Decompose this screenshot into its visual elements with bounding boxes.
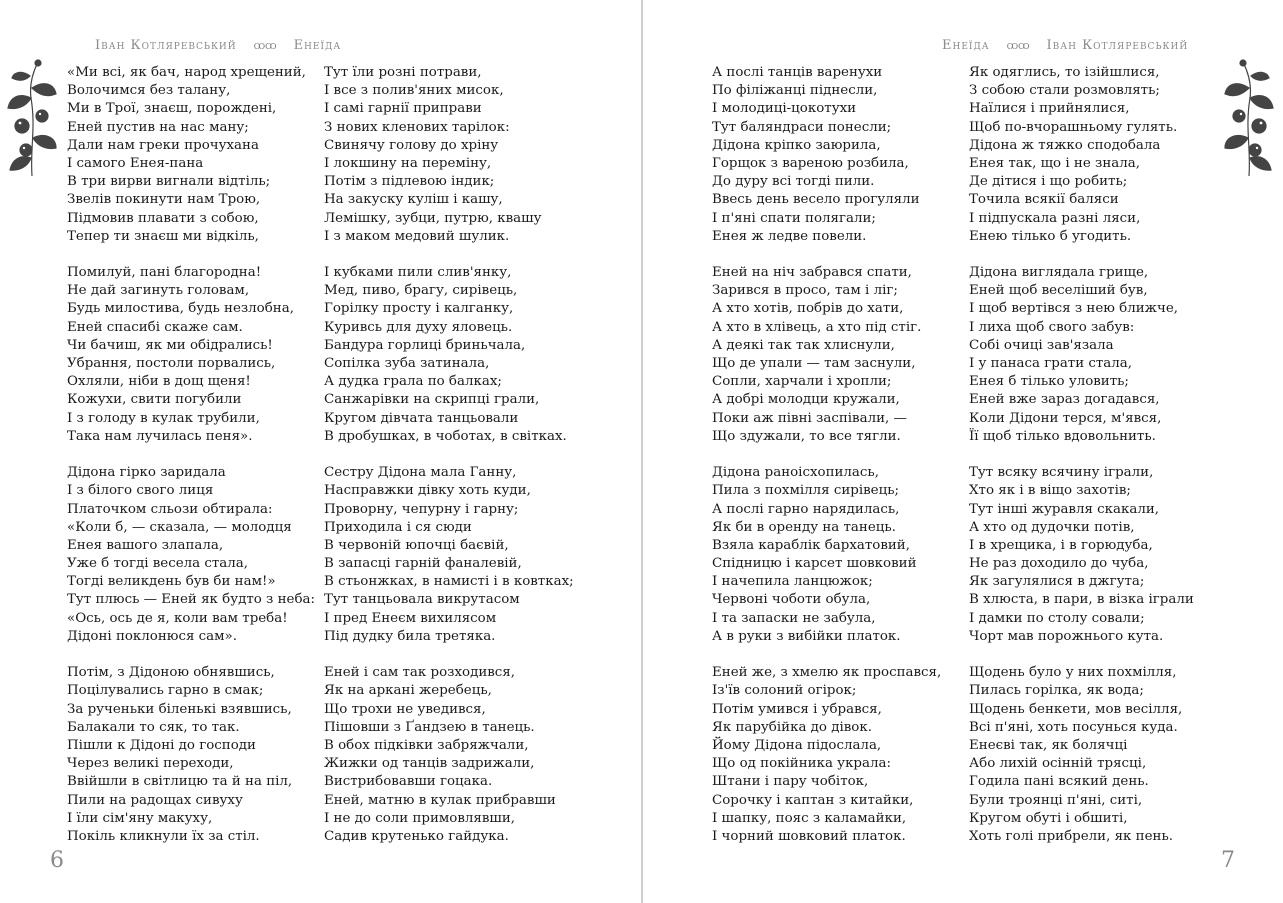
verse-line: Зарився в просо, там і ліг; (712, 283, 898, 299)
verse-line: А в руки з вибійки платок. (712, 628, 901, 644)
verse-line: І самого Енея-пана (67, 155, 204, 171)
verse-line: Сестру Дідона мала Ганну, (324, 465, 517, 481)
verse-line: Поцілувались гарно в смак; (67, 683, 264, 699)
stanza (67, 664, 315, 846)
verse-line: А хто хотів, побрів до хати, (712, 301, 904, 317)
header-title: Енеїда (293, 38, 342, 53)
verse-line: Не дай загинуть головам, (67, 283, 250, 299)
verse-column-2 (324, 64, 574, 864)
verse-line: Енея вашого злапала, (67, 537, 224, 553)
verse-line: Еней щоб веселіший був, (969, 283, 1148, 299)
verse-line: Потім, з Дідоною обнявшись, (67, 665, 275, 681)
verse-line: Така нам лучилась пеня». (67, 428, 253, 444)
verse-line: Коли Дідони терся, м'явся, (969, 410, 1162, 426)
verse-line: Енеєві так, як болячці (969, 737, 1128, 753)
verse-line: І в хрещика, і в горюдуба, (969, 537, 1153, 553)
verse-line: Що од покійника украла: (712, 756, 891, 772)
verse-line: Або лихій осінній трясці, (969, 756, 1147, 772)
verse-line: І з білого свого лиця (67, 483, 214, 499)
verse-line: Штани і пару чобіток, (712, 774, 869, 790)
verse-line: Волочимся без талану, (67, 83, 231, 99)
verse-line: Еней, матню в кулак прибравши (324, 792, 556, 808)
verse-line: І з маком медовий шулик. (324, 228, 510, 244)
verse-line: І не до соли примовлявши, (324, 810, 516, 826)
verse-line: І молодиці-цокотухи (712, 101, 857, 117)
verse-line: Еней спасибі скаже сам. (67, 319, 243, 335)
verse-line: Тут танцьовала викрутасом (324, 592, 520, 608)
verse-column-2 (969, 64, 1194, 864)
verse-line: Тогді великдень був би нам!» (67, 574, 276, 590)
verse-line: Еней пустив на нас ману; (67, 119, 249, 135)
verse-line: Точила всякії баляси (969, 192, 1119, 208)
verse-line: І підпускала разні ляси, (969, 210, 1141, 226)
verse-line: На закуску куліш і кашу, (324, 192, 503, 208)
verse-line: Кругом дівчата танцьовали (324, 410, 519, 426)
verse-line: Проворну, чепурну і гарну; (324, 501, 519, 517)
verse-line: Еней же, з хмелю як проспався, (712, 665, 942, 681)
verse-line: І лиха щоб свого забув: (969, 319, 1135, 335)
verse-line: Не раз доходило до чуба, (969, 556, 1149, 572)
verse-line: А хто в хлівець, а хто під стіг. (712, 319, 922, 335)
running-header (942, 38, 1188, 53)
verse-line: Ввійшли в світлицю та й на піл, (67, 774, 293, 790)
verse-line: Садив крутенько гайдука. (324, 828, 509, 844)
verse-line: Горілку просту і калганку, (324, 301, 514, 317)
stanza (969, 664, 1194, 846)
verse-line: І з голоду в кулак трубили, (67, 410, 260, 426)
verse-line: І п'яні спати полягали; (712, 210, 876, 226)
verse-line: Дідона гірко заридала (67, 465, 226, 481)
header-ornament: ꝏꝏ (1006, 38, 1030, 52)
verse-line: Годила пані всякий день. (969, 774, 1149, 790)
verse-line: Взяла караблік бархатовий, (712, 537, 910, 553)
verse-line: Еней на ніч забрався спати, (712, 265, 912, 281)
verse-line: Платочком сльози обтирала: (67, 501, 273, 517)
stanza (969, 264, 1194, 446)
verse-line: Дідона кріпко заюрила, (712, 137, 881, 153)
stanza (67, 64, 315, 246)
floral-ornament-icon (4, 58, 60, 178)
verse-line: За рученьки біленькі взявшись, (67, 701, 292, 717)
verse-line: Вистрибовавши гоцака. (324, 774, 493, 790)
verse-line: В дробушках, в чоботах, в світках. (324, 428, 567, 444)
verse-line: Енея б тілько уловить; (969, 374, 1129, 390)
verse-line: Чорт мав порожнього кута. (969, 628, 1164, 644)
verse-line: Мед, пиво, брагу, сирівець, (324, 283, 518, 299)
verse-line: Дідона ж тяжко сподобала (969, 137, 1161, 153)
stanza (712, 664, 941, 846)
verse-line: Через великі переходи, (67, 756, 234, 772)
verse-line: Енею тілько б угодить. (969, 228, 1132, 244)
verse-line: Ввесь день весело прогуляли (712, 192, 920, 208)
header-author: Іван Котляревський (1046, 38, 1189, 53)
verse-line: «Коли б, — сказала, — молодця (67, 519, 292, 535)
verse-line: Сопли, харчали і хропли; (712, 374, 892, 390)
verse-line: Йому Дідона підослала, (712, 737, 882, 753)
verse-line: Пилась горілка, як вода; (969, 683, 1144, 699)
verse-line: Лемішку, зубци, путрю, квашу (324, 210, 542, 226)
verse-line: Були троянці п'яні, ситі, (969, 792, 1143, 808)
verse-line: Пила з похмілля сирівець; (712, 483, 900, 499)
verse-line: Насправжки дівку хоть куди, (324, 483, 531, 499)
verse-line: Щодень бенкети, мов весілля, (969, 701, 1183, 717)
stanza (969, 64, 1194, 246)
verse-line: Червоні чоботи обула, (712, 592, 871, 608)
verse-line: І начепила ланцюжок; (712, 574, 873, 590)
verse-line: А послі танців варенухи (712, 65, 883, 80)
verse-line: Приходила і ся сюди (324, 519, 472, 535)
verse-line: І все з полив'яних мисок, (324, 83, 504, 99)
verse-line: Її щоб тілько вдовольнить. (969, 428, 1156, 444)
verse-line: Із'їв солоний огірок; (712, 683, 857, 699)
verse-line: Еней і сам так розходився, (324, 665, 515, 681)
verse-line: Сорочку і каптан з китайки, (712, 792, 914, 808)
verse-line: Санжарівки на скрипці грали, (324, 392, 540, 408)
verse-line: В запаcці гарній фаналевій, (324, 556, 522, 572)
verse-line: До дуру всі тогді пили. (712, 174, 875, 190)
verse-line: Де дітися і що робить; (969, 174, 1128, 190)
verse-line: Як парубійка до дівок. (712, 719, 872, 735)
page-number: 7 (1221, 848, 1235, 873)
verse-line: Що де упали — там заснули, (712, 356, 916, 371)
header-ornament: ꝏꝏ (253, 38, 277, 52)
verse-line: Покіль кликнули їх за стіл. (67, 828, 260, 844)
verse-column-1 (67, 64, 315, 864)
verse-line: Всі п'яні, хоть посунься куда. (969, 719, 1178, 735)
verse-line: В стьонжках, в намисті і в ковтках; (324, 574, 574, 590)
verse-line: І пред Енеєм вихилясом (324, 610, 497, 626)
verse-line: Тут інші журавля скакали, (969, 501, 1160, 517)
stanza (712, 264, 941, 446)
verse-line: Хто як і в віщо захотів; (969, 483, 1131, 499)
verse-line: Куривсь для духу яловець. (324, 319, 513, 335)
verse-line: Як одяглись, то ізійшлися, (969, 65, 1160, 80)
verse-line: Щоб по-вчорашньому гулять. (969, 119, 1178, 135)
left-page (0, 0, 641, 903)
verse-line: Що трохи не уведився, (324, 701, 486, 717)
verse-line: Тут плюсь — Еней як будто з неба: (67, 592, 316, 608)
verse-line: І у панаса грати стала, (969, 356, 1133, 371)
verse-line: Пішовши з Ґандзею в танець. (324, 719, 535, 735)
verse-column-1 (712, 64, 941, 864)
verse-line: Дідоні поклонюся сам». (67, 628, 237, 644)
stanza (712, 64, 941, 246)
verse-line: А деякі так так хлиснули, (712, 337, 895, 353)
verse-line: Бандура горлиці бриньчала, (324, 337, 526, 353)
verse-line: І щоб вертівся з нею ближче, (969, 301, 1179, 317)
verse-line: Звелів покинути нам Трою, (67, 192, 261, 208)
verse-line: Тепер ти знаєш ми відкіль, (67, 228, 259, 244)
verse-line: І дамки по столу совали; (969, 610, 1145, 626)
stanza (969, 464, 1194, 646)
verse-line: Поки аж півні заспівали, — (712, 410, 907, 426)
verse-line: В хлюста, в пари, в візка іграли (969, 592, 1194, 608)
verse-line: А добрі молодци кружали, (712, 392, 900, 408)
verse-line: Як загулялися в джгута; (969, 574, 1145, 590)
verse-line: Щодень було у них похмілля, (969, 665, 1177, 681)
stanza (67, 464, 315, 646)
verse-line: Як на аркані жеребець, (324, 683, 492, 699)
stanza (324, 64, 574, 246)
stanza (67, 264, 315, 446)
verse-line: З нових кленових тарілок: (324, 119, 510, 135)
verse-line: Жижки од танців задрижали, (324, 756, 535, 772)
verse-line: Тут всяку всячину іграли, (969, 465, 1154, 481)
verse-line: В червоній юпочці баєвій, (324, 537, 509, 553)
verse-line: Наїлися і прийнялися, (969, 101, 1130, 117)
stanza (324, 264, 574, 446)
verse-line: Горщок з вареною розбила, (712, 155, 909, 171)
verse-line: Що здужали, то все тягли. (712, 428, 901, 444)
verse-line: І їли сім'яну макуху, (67, 810, 213, 826)
verse-line: Уже б тогді весела стала, (67, 556, 249, 572)
page-number: 6 (50, 848, 64, 873)
running-header (95, 38, 341, 53)
verse-line: І самі гарнії приправи (324, 101, 482, 117)
verse-line: Свинячу голову до хріну (324, 137, 499, 153)
verse-line: Убрання, постоли порвались, (67, 356, 276, 371)
verse-line: А дудка грала по балках; (324, 374, 502, 390)
stanza (712, 464, 941, 646)
verse-line: Пішли к Дідоні до господи (67, 737, 256, 753)
verse-line: Потім умився і убрався, (712, 701, 882, 717)
verse-line: Тут баляндраси понесли; (712, 119, 892, 135)
verse-line: Енея так, що і не знала, (969, 155, 1140, 171)
verse-line: Еней вже зараз догадався, (969, 392, 1160, 408)
verse-line: Спідницю і карсет шовковий (712, 556, 917, 572)
verse-line: Чи бачиш, як ми обідрались! (67, 337, 273, 353)
verse-line: І чорний шовковий платок. (712, 828, 906, 844)
verse-line: Дали нам греки прочухана (67, 137, 259, 153)
verse-line: І шапку, пояс з каламайки, (712, 810, 907, 826)
verse-line: Балакали то сяк, то так. (67, 719, 240, 735)
verse-line: Під дудку била третяка. (324, 628, 496, 644)
verse-line: Енея ж ледве повели. (712, 228, 867, 244)
stanza (324, 664, 574, 846)
verse-line: Будь милостива, будь незлобна, (67, 301, 294, 317)
right-page (643, 0, 1283, 903)
verse-line: А хто од дудочки потів, (969, 519, 1135, 535)
verse-line: З собою стали розмовлять; (969, 83, 1160, 99)
verse-line: Як би в оренду на танець. (712, 519, 896, 535)
verse-line: Тут їли розні потрави, (324, 65, 482, 80)
verse-line: По філіжанці піднесли, (712, 83, 878, 99)
verse-line: Помилуй, пані благородна! (67, 265, 262, 281)
verse-line: В обох підківки забряжчали, (324, 737, 529, 753)
verse-line: Хоть голі прибрели, як пень. (969, 828, 1173, 844)
verse-line: Собі очиці зав'язала (969, 337, 1114, 353)
verse-line: Ми в Трої, знаєш, порождені, (67, 101, 277, 117)
verse-line: Дідона раноісхопилась, (712, 465, 879, 481)
verse-line: Сопілка зуба затинала, (324, 356, 490, 371)
header-title: Енеїда (942, 38, 990, 53)
stanza (324, 464, 574, 646)
verse-line: Кожухи, свити погубили (67, 392, 242, 408)
verse-line: Пили на радощах сивуху (67, 792, 243, 808)
header-author: Іван Котляревський (95, 38, 237, 53)
verse-line: Кругом обуті і обшиті, (969, 810, 1128, 826)
verse-line: Охляли, ніби в дощ щеня! (67, 374, 251, 390)
verse-line: А послі гарно нарядилась, (712, 501, 900, 517)
verse-line: Підмовив плавати з собою, (67, 210, 259, 226)
verse-line: «Ми всі, як бач, народ хрещений, (67, 65, 306, 80)
verse-line: Потім з підлевою індик; (324, 174, 495, 190)
verse-line: І кубками пили слив'янку, (324, 265, 512, 281)
verse-line: І та запаски не забула, (712, 610, 876, 626)
verse-line: Дідона виглядала грище, (969, 265, 1149, 281)
floral-ornament-icon (1221, 58, 1277, 178)
verse-line: І локшину на переміну, (324, 155, 492, 171)
verse-line: В три вирви вигнали відтіль; (67, 174, 271, 190)
verse-line: «Ось, ось де я, коли вам треба! (67, 610, 288, 626)
